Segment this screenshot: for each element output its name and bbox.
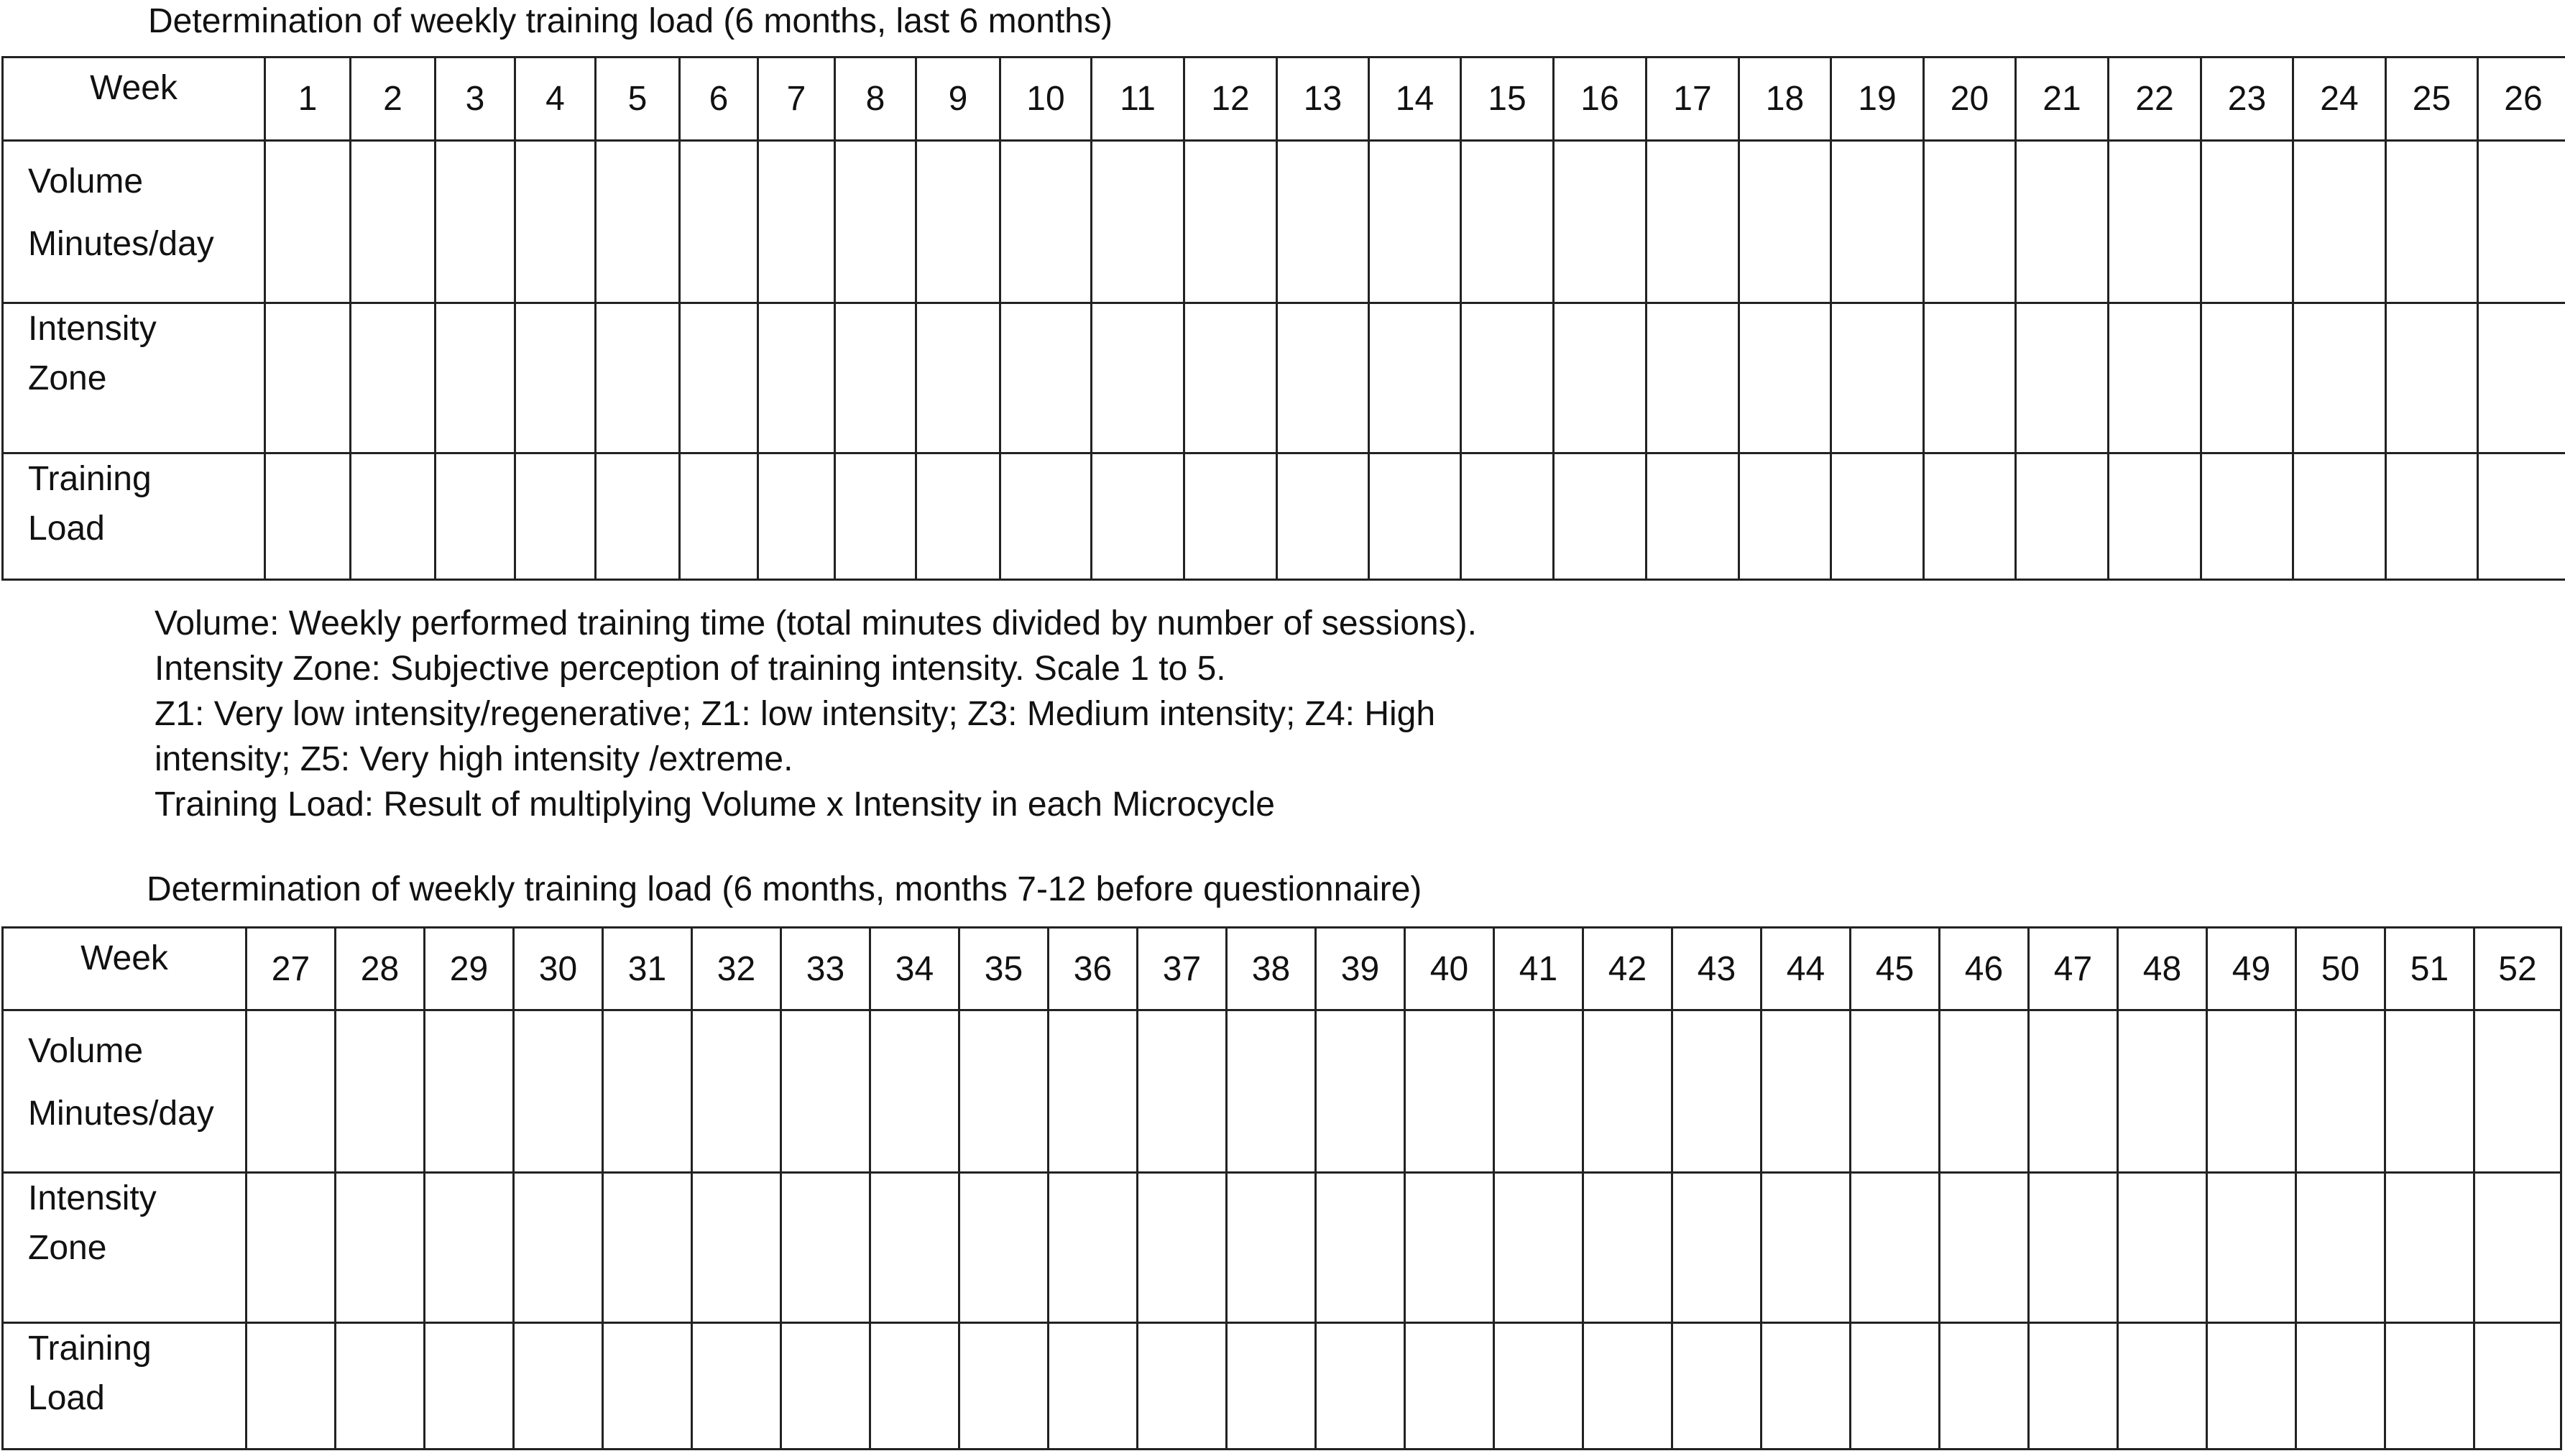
note-zones-line-1: Z1: Very low intensity/regenerative; Z1: low intensity; Z3: Medium intensity; Z4: High bbox=[155, 695, 1436, 733]
volume-minutes-per-day-cell-week-28[interactable] bbox=[336, 1010, 425, 1173]
intensity-zone-cell-week-20[interactable] bbox=[1924, 303, 2016, 453]
intensity-zone-label bbox=[3, 1173, 247, 1323]
volume-minutes-per-day-row bbox=[3, 1010, 2561, 1173]
training-load-label-line: Load bbox=[28, 1379, 105, 1417]
week-number-12: 12 bbox=[1184, 57, 1277, 141]
training-load-cell-week-8[interactable] bbox=[835, 453, 916, 580]
volume-minutes-per-day-cell-week-20[interactable] bbox=[1924, 141, 2016, 303]
training-load-cell-week-33[interactable] bbox=[781, 1323, 870, 1450]
training-load-cell-week-18[interactable] bbox=[1739, 453, 1831, 580]
week-number-18: 18 bbox=[1739, 57, 1831, 141]
intensity-zone-cell-week-13[interactable] bbox=[1277, 303, 1369, 453]
intensity-zone-cell-week-30[interactable] bbox=[514, 1173, 603, 1323]
training-load-row bbox=[3, 453, 2565, 580]
volume-minutes-per-day-cell-week-15[interactable] bbox=[1461, 141, 1554, 303]
intensity-zone-cell-week-41[interactable] bbox=[1494, 1173, 1583, 1323]
volume-minutes-per-day-cell-week-18[interactable] bbox=[1739, 141, 1831, 303]
volume-minutes-per-day-cell-week-41[interactable] bbox=[1494, 1010, 1583, 1173]
training-load-cell-week-15[interactable] bbox=[1461, 453, 1554, 580]
volume-minutes-per-day-cell-week-33[interactable] bbox=[781, 1010, 870, 1173]
training-load-cell-week-1[interactable] bbox=[265, 453, 351, 580]
intensity-zone-cell-week-7[interactable] bbox=[758, 303, 835, 453]
intensity-zone-cell-week-5[interactable] bbox=[596, 303, 680, 453]
week-number-7: 7 bbox=[758, 57, 835, 141]
intensity-zone-cell-week-2[interactable] bbox=[351, 303, 436, 453]
training-load-cell-week-36[interactable] bbox=[1049, 1323, 1138, 1450]
training-load-cell-week-37[interactable] bbox=[1138, 1323, 1227, 1450]
intensity-zone-cell-week-8[interactable] bbox=[835, 303, 916, 453]
table-1-title: Determination of weekly training load (6 months, last 6 months) bbox=[148, 2, 1113, 40]
table-2-title: Determination of weekly training load (6 months, months 7-12 before questionnaire) bbox=[147, 870, 1422, 908]
volume-minutes-per-day-cell-week-47[interactable] bbox=[2029, 1010, 2118, 1173]
training-load-cell-week-17[interactable] bbox=[1647, 453, 1739, 580]
week-number-22: 22 bbox=[2109, 57, 2201, 141]
training-load-label-line: Load bbox=[28, 510, 105, 548]
training-load-cell-week-46[interactable] bbox=[1940, 1323, 2029, 1450]
training-load-cell-week-22[interactable] bbox=[2109, 453, 2201, 580]
volume-minutes-per-day-cell-week-6[interactable] bbox=[680, 141, 758, 303]
training-load-cell-week-23[interactable] bbox=[2201, 453, 2293, 580]
intensity-zone-cell-week-25[interactable] bbox=[2386, 303, 2478, 453]
intensity-zone-cell-week-22[interactable] bbox=[2109, 303, 2201, 453]
intensity-zone-row bbox=[3, 303, 2565, 453]
volume-minutes-per-day-cell-week-44[interactable] bbox=[1762, 1010, 1851, 1173]
volume-minutes-per-day-cell-week-7[interactable] bbox=[758, 141, 835, 303]
volume-minutes-per-day-cell-week-37[interactable] bbox=[1138, 1010, 1227, 1173]
week-number-25: 25 bbox=[2386, 57, 2478, 141]
training-load-cell-week-35[interactable] bbox=[959, 1323, 1049, 1450]
training-load-label-line: Training bbox=[28, 1330, 152, 1368]
intensity-zone-cell-week-18[interactable] bbox=[1739, 303, 1831, 453]
week-number-20: 20 bbox=[1924, 57, 2016, 141]
week-number-37: 37 bbox=[1138, 928, 1227, 1010]
intensity-zone-cell-week-50[interactable] bbox=[2296, 1173, 2385, 1323]
training-load-cell-week-16[interactable] bbox=[1554, 453, 1647, 580]
volume-minutes-per-day-cell-week-8[interactable] bbox=[835, 141, 916, 303]
training-load-cell-week-13[interactable] bbox=[1277, 453, 1369, 580]
training-load-label-line: Training bbox=[28, 460, 152, 498]
training-load-cell-week-3[interactable] bbox=[436, 453, 515, 580]
week-header-row bbox=[3, 928, 2561, 1010]
volume-minutes-per-day-cell-week-45[interactable] bbox=[1851, 1010, 1940, 1173]
week-label: Week bbox=[3, 57, 265, 141]
week-number-28: 28 bbox=[336, 928, 425, 1010]
volume-minutes-per-day-label bbox=[3, 1010, 247, 1173]
training-load-cell-week-47[interactable] bbox=[2029, 1323, 2118, 1450]
volume-minutes-per-day-cell-week-12[interactable] bbox=[1184, 141, 1277, 303]
intensity-zone-cell-week-33[interactable] bbox=[781, 1173, 870, 1323]
weekly-load-table-months-7-12 bbox=[1, 926, 2562, 1450]
training-load-cell-week-25[interactable] bbox=[2386, 453, 2478, 580]
intensity-zone-cell-week-46[interactable] bbox=[1940, 1173, 2029, 1323]
training-load-cell-week-28[interactable] bbox=[336, 1323, 425, 1450]
volume-minutes-per-day-label-line: Volume bbox=[28, 162, 144, 201]
volume-minutes-per-day-cell-week-38[interactable] bbox=[1227, 1010, 1316, 1173]
volume-minutes-per-day-cell-week-11[interactable] bbox=[1092, 141, 1184, 303]
intensity-zone-cell-week-36[interactable] bbox=[1049, 1173, 1138, 1323]
intensity-zone-label bbox=[3, 303, 265, 453]
intensity-zone-cell-week-43[interactable] bbox=[1672, 1173, 1762, 1323]
training-load-cell-week-42[interactable] bbox=[1583, 1323, 1672, 1450]
volume-minutes-per-day-cell-week-19[interactable] bbox=[1831, 141, 1924, 303]
volume-minutes-per-day-cell-week-36[interactable] bbox=[1049, 1010, 1138, 1173]
week-number-14: 14 bbox=[1369, 57, 1461, 141]
intensity-zone-cell-week-24[interactable] bbox=[2293, 303, 2386, 453]
volume-minutes-per-day-cell-week-30[interactable] bbox=[514, 1010, 603, 1173]
intensity-zone-cell-week-42[interactable] bbox=[1583, 1173, 1672, 1323]
training-load-cell-week-26[interactable] bbox=[2478, 453, 2565, 580]
week-number-47: 47 bbox=[2029, 928, 2118, 1010]
training-load-label bbox=[3, 453, 265, 580]
volume-minutes-per-day-cell-week-22[interactable] bbox=[2109, 141, 2201, 303]
week-number-1: 1 bbox=[265, 57, 351, 141]
intensity-zone-cell-week-39[interactable] bbox=[1316, 1173, 1405, 1323]
week-number-19: 19 bbox=[1831, 57, 1924, 141]
volume-minutes-per-day-cell-week-9[interactable] bbox=[916, 141, 1000, 303]
legend-notes bbox=[155, 601, 1477, 827]
training-load-cell-week-12[interactable] bbox=[1184, 453, 1277, 580]
volume-minutes-per-day-cell-week-3[interactable] bbox=[436, 141, 515, 303]
week-label: Week bbox=[3, 928, 247, 1010]
intensity-zone-cell-week-34[interactable] bbox=[870, 1173, 959, 1323]
volume-minutes-per-day-cell-week-25[interactable] bbox=[2386, 141, 2478, 303]
week-number-32: 32 bbox=[692, 928, 781, 1010]
week-number-29: 29 bbox=[425, 928, 514, 1010]
volume-minutes-per-day-cell-week-5[interactable] bbox=[596, 141, 680, 303]
training-load-cell-week-40[interactable] bbox=[1405, 1323, 1494, 1450]
volume-minutes-per-day-cell-week-16[interactable] bbox=[1554, 141, 1647, 303]
training-load-cell-week-7[interactable] bbox=[758, 453, 835, 580]
intensity-zone-cell-week-17[interactable] bbox=[1647, 303, 1739, 453]
week-number-31: 31 bbox=[603, 928, 692, 1010]
week-number-34: 34 bbox=[870, 928, 959, 1010]
intensity-zone-cell-week-45[interactable] bbox=[1851, 1173, 1940, 1323]
volume-minutes-per-day-cell-week-2[interactable] bbox=[351, 141, 436, 303]
intensity-zone-cell-week-47[interactable] bbox=[2029, 1173, 2118, 1323]
volume-minutes-per-day-cell-week-1[interactable] bbox=[265, 141, 351, 303]
week-number-39: 39 bbox=[1316, 928, 1405, 1010]
volume-minutes-per-day-cell-week-50[interactable] bbox=[2296, 1010, 2385, 1173]
volume-minutes-per-day-label-line: Minutes/day bbox=[28, 225, 214, 263]
training-load-label bbox=[3, 1323, 247, 1450]
intensity-zone-cell-week-14[interactable] bbox=[1369, 303, 1461, 453]
intensity-zone-cell-week-40[interactable] bbox=[1405, 1173, 1494, 1323]
training-load-cell-week-52[interactable] bbox=[2474, 1323, 2561, 1450]
week-number-10: 10 bbox=[1000, 57, 1092, 141]
week-number-36: 36 bbox=[1049, 928, 1138, 1010]
intensity-zone-cell-week-4[interactable] bbox=[515, 303, 596, 453]
week-number-33: 33 bbox=[781, 928, 870, 1010]
volume-minutes-per-day-row bbox=[3, 141, 2565, 303]
volume-minutes-per-day-cell-week-14[interactable] bbox=[1369, 141, 1461, 303]
training-load-cell-week-34[interactable] bbox=[870, 1323, 959, 1450]
volume-minutes-per-day-cell-week-48[interactable] bbox=[2118, 1010, 2207, 1173]
training-load-cell-week-5[interactable] bbox=[596, 453, 680, 580]
training-load-cell-week-21[interactable] bbox=[2016, 453, 2109, 580]
week-number-26: 26 bbox=[2478, 57, 2565, 141]
week-number-45: 45 bbox=[1851, 928, 1940, 1010]
week-header-row bbox=[3, 57, 2565, 141]
week-number-13: 13 bbox=[1277, 57, 1369, 141]
training-load-cell-week-49[interactable] bbox=[2207, 1323, 2296, 1450]
intensity-zone-cell-week-19[interactable] bbox=[1831, 303, 1924, 453]
volume-minutes-per-day-cell-week-42[interactable] bbox=[1583, 1010, 1672, 1173]
week-number-38: 38 bbox=[1227, 928, 1316, 1010]
training-load-cell-week-45[interactable] bbox=[1851, 1323, 1940, 1450]
week-number-52: 52 bbox=[2474, 928, 2561, 1010]
intensity-zone-cell-week-12[interactable] bbox=[1184, 303, 1277, 453]
volume-minutes-per-day-cell-week-29[interactable] bbox=[425, 1010, 514, 1173]
training-load-cell-week-41[interactable] bbox=[1494, 1323, 1583, 1450]
week-number-50: 50 bbox=[2296, 928, 2385, 1010]
week-number-30: 30 bbox=[514, 928, 603, 1010]
intensity-zone-row bbox=[3, 1173, 2561, 1323]
training-load-cell-week-4[interactable] bbox=[515, 453, 596, 580]
intensity-zone-cell-week-31[interactable] bbox=[603, 1173, 692, 1323]
volume-minutes-per-day-cell-week-24[interactable] bbox=[2293, 141, 2386, 303]
training-load-cell-week-27[interactable] bbox=[247, 1323, 336, 1450]
volume-minutes-per-day-cell-week-46[interactable] bbox=[1940, 1010, 2029, 1173]
intensity-zone-label-line: Intensity bbox=[28, 1179, 157, 1217]
volume-minutes-per-day-cell-week-21[interactable] bbox=[2016, 141, 2109, 303]
week-number-43: 43 bbox=[1672, 928, 1762, 1010]
intensity-zone-cell-week-44[interactable] bbox=[1762, 1173, 1851, 1323]
training-load-cell-week-19[interactable] bbox=[1831, 453, 1924, 580]
intensity-zone-cell-week-51[interactable] bbox=[2385, 1173, 2474, 1323]
intensity-zone-cell-week-9[interactable] bbox=[916, 303, 1000, 453]
intensity-zone-cell-week-27[interactable] bbox=[247, 1173, 336, 1323]
training-load-cell-week-6[interactable] bbox=[680, 453, 758, 580]
intensity-zone-cell-week-3[interactable] bbox=[436, 303, 515, 453]
training-load-cell-week-9[interactable] bbox=[916, 453, 1000, 580]
intensity-zone-cell-week-35[interactable] bbox=[959, 1173, 1049, 1323]
week-number-2: 2 bbox=[351, 57, 436, 141]
intensity-zone-cell-week-38[interactable] bbox=[1227, 1173, 1316, 1323]
note-zones-line-2: intensity; Z5: Very high intensity /extreme. bbox=[155, 740, 793, 778]
training-load-cell-week-2[interactable] bbox=[351, 453, 436, 580]
intensity-zone-cell-week-29[interactable] bbox=[425, 1173, 514, 1323]
week-number-48: 48 bbox=[2118, 928, 2207, 1010]
volume-minutes-per-day-cell-week-51[interactable] bbox=[2385, 1010, 2474, 1173]
volume-minutes-per-day-cell-week-23[interactable] bbox=[2201, 141, 2293, 303]
training-load-cell-week-29[interactable] bbox=[425, 1323, 514, 1450]
volume-minutes-per-day-cell-week-40[interactable] bbox=[1405, 1010, 1494, 1173]
training-load-cell-week-48[interactable] bbox=[2118, 1323, 2207, 1450]
volume-minutes-per-day-cell-week-4[interactable] bbox=[515, 141, 596, 303]
intensity-zone-cell-week-28[interactable] bbox=[336, 1173, 425, 1323]
week-number-4: 4 bbox=[515, 57, 596, 141]
training-load-cell-week-11[interactable] bbox=[1092, 453, 1184, 580]
week-number-8: 8 bbox=[835, 57, 916, 141]
volume-minutes-per-day-cell-week-35[interactable] bbox=[959, 1010, 1049, 1173]
training-load-cell-week-44[interactable] bbox=[1762, 1323, 1851, 1450]
week-number-5: 5 bbox=[596, 57, 680, 141]
week-number-51: 51 bbox=[2385, 928, 2474, 1010]
week-number-35: 35 bbox=[959, 928, 1049, 1010]
volume-minutes-per-day-label bbox=[3, 141, 265, 303]
intensity-zone-cell-week-11[interactable] bbox=[1092, 303, 1184, 453]
training-load-cell-week-51[interactable] bbox=[2385, 1323, 2474, 1450]
training-load-cell-week-43[interactable] bbox=[1672, 1323, 1762, 1450]
training-load-row bbox=[3, 1323, 2561, 1450]
volume-minutes-per-day-cell-week-49[interactable] bbox=[2207, 1010, 2296, 1173]
week-number-42: 42 bbox=[1583, 928, 1672, 1010]
week-number-49: 49 bbox=[2207, 928, 2296, 1010]
training-load-cell-week-10[interactable] bbox=[1000, 453, 1092, 580]
intensity-zone-cell-week-15[interactable] bbox=[1461, 303, 1554, 453]
intensity-zone-label-line: Zone bbox=[28, 359, 107, 397]
volume-minutes-per-day-cell-week-13[interactable] bbox=[1277, 141, 1369, 303]
intensity-zone-cell-week-32[interactable] bbox=[692, 1173, 781, 1323]
week-number-11: 11 bbox=[1092, 57, 1184, 141]
training-load-cell-week-32[interactable] bbox=[692, 1323, 781, 1450]
volume-minutes-per-day-cell-week-52[interactable] bbox=[2474, 1010, 2561, 1173]
training-load-cell-week-30[interactable] bbox=[514, 1323, 603, 1450]
training-load-cell-week-38[interactable] bbox=[1227, 1323, 1316, 1450]
volume-minutes-per-day-cell-week-39[interactable] bbox=[1316, 1010, 1405, 1173]
week-number-17: 17 bbox=[1647, 57, 1739, 141]
volume-minutes-per-day-cell-week-26[interactable] bbox=[2478, 141, 2565, 303]
volume-minutes-per-day-cell-week-43[interactable] bbox=[1672, 1010, 1762, 1173]
week-number-46: 46 bbox=[1940, 928, 2029, 1010]
intensity-zone-cell-week-21[interactable] bbox=[2016, 303, 2109, 453]
week-number-40: 40 bbox=[1405, 928, 1494, 1010]
volume-minutes-per-day-cell-week-32[interactable] bbox=[692, 1010, 781, 1173]
intensity-zone-cell-week-1[interactable] bbox=[265, 303, 351, 453]
training-load-cell-week-50[interactable] bbox=[2296, 1323, 2385, 1450]
training-load-cell-week-31[interactable] bbox=[603, 1323, 692, 1450]
volume-minutes-per-day-label-line: Volume bbox=[28, 1032, 144, 1070]
intensity-zone-label-line: Intensity bbox=[28, 310, 157, 348]
note-intensity-zone: Intensity Zone: Subjective perception of training intensity. Scale 1 to 5. bbox=[155, 650, 1226, 688]
intensity-zone-cell-week-23[interactable] bbox=[2201, 303, 2293, 453]
intensity-zone-cell-week-6[interactable] bbox=[680, 303, 758, 453]
intensity-zone-cell-week-48[interactable] bbox=[2118, 1173, 2207, 1323]
week-number-3: 3 bbox=[436, 57, 515, 141]
week-number-16: 16 bbox=[1554, 57, 1647, 141]
training-load-cell-week-20[interactable] bbox=[1924, 453, 2016, 580]
week-number-15: 15 bbox=[1461, 57, 1554, 141]
intensity-zone-cell-week-49[interactable] bbox=[2207, 1173, 2296, 1323]
week-number-44: 44 bbox=[1762, 928, 1851, 1010]
week-number-41: 41 bbox=[1494, 928, 1583, 1010]
intensity-zone-label-line: Zone bbox=[28, 1229, 107, 1267]
volume-minutes-per-day-cell-week-27[interactable] bbox=[247, 1010, 336, 1173]
training-load-cell-week-24[interactable] bbox=[2293, 453, 2386, 580]
volume-minutes-per-day-label-line: Minutes/day bbox=[28, 1095, 214, 1133]
week-number-23: 23 bbox=[2201, 57, 2293, 141]
training-load-cell-week-14[interactable] bbox=[1369, 453, 1461, 580]
note-volume: Volume: Weekly performed training time (total minutes divided by number of sessions). bbox=[155, 604, 1477, 642]
week-number-6: 6 bbox=[680, 57, 758, 141]
intensity-zone-cell-week-16[interactable] bbox=[1554, 303, 1647, 453]
intensity-zone-cell-week-52[interactable] bbox=[2474, 1173, 2561, 1323]
volume-minutes-per-day-cell-week-31[interactable] bbox=[603, 1010, 692, 1173]
intensity-zone-cell-week-26[interactable] bbox=[2478, 303, 2565, 453]
week-number-24: 24 bbox=[2293, 57, 2386, 141]
intensity-zone-cell-week-10[interactable] bbox=[1000, 303, 1092, 453]
volume-minutes-per-day-cell-week-17[interactable] bbox=[1647, 141, 1739, 303]
note-training-load: Training Load: Result of multiplying Volume x Intensity in each Microcycle bbox=[155, 785, 1275, 824]
intensity-zone-cell-week-37[interactable] bbox=[1138, 1173, 1227, 1323]
week-number-21: 21 bbox=[2016, 57, 2109, 141]
volume-minutes-per-day-cell-week-10[interactable] bbox=[1000, 141, 1092, 303]
volume-minutes-per-day-cell-week-34[interactable] bbox=[870, 1010, 959, 1173]
week-number-9: 9 bbox=[916, 57, 1000, 141]
weekly-load-table-months-1-6 bbox=[1, 56, 2565, 581]
training-load-cell-week-39[interactable] bbox=[1316, 1323, 1405, 1450]
week-number-27: 27 bbox=[247, 928, 336, 1010]
